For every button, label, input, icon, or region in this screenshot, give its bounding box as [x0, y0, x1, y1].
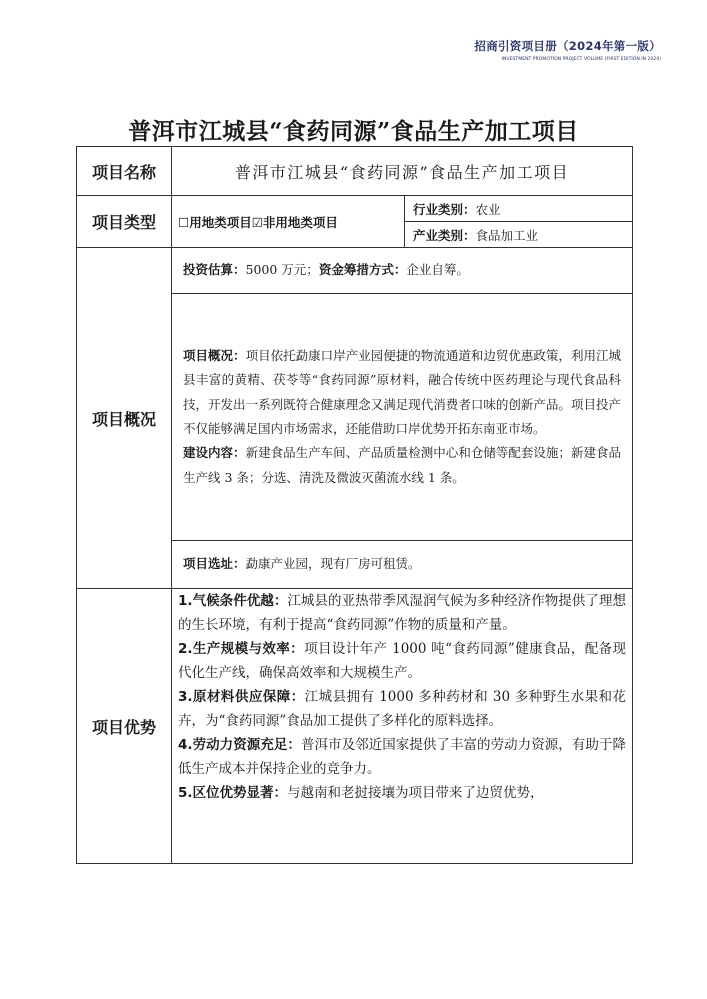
advantage-text: 普洱市及邻近国家提供了丰富的劳动力资源，有助于降低生产成本并保持企业的竞争力。 — [178, 737, 626, 777]
investment-cell — [172, 248, 633, 294]
build-paragraph — [183, 441, 621, 490]
header-subtitle: INVESTMENT PROMOTION PROJECT VOLUME (FIRST EDITION IN 2024) — [501, 57, 661, 62]
industry-category — [405, 196, 633, 222]
summary-cell — [172, 294, 633, 541]
site-label: 项目选址： — [183, 556, 246, 572]
row-investment — [77, 248, 633, 294]
row-project-name — [77, 147, 633, 196]
invest-label: 投资估算： — [183, 262, 246, 278]
advantage-item — [178, 685, 626, 733]
summary-text: 项目依托勐康口岸产业园便捷的物流通道和边贸优惠政策，利用江城县丰富的黄精、茯苓等“食药同源”原材料，融合传统中医药理论与现代食品科技，开发出一系列既符合健康理念又满足现代消费者口味的创新产品。项目投产不仅能够满足国内市场需求，还能借助口岸优势开拓东南亚市场。 — [183, 348, 621, 436]
site-text: 勐康产业园，现有厂房可租赁。 — [245, 556, 421, 572]
label-project-overview: 项目概况 — [77, 248, 172, 589]
advantage-text: 江城县的亚热带季风湿润气候为多种经济作物提供了理想的生长环境，有利于提高“食药同源”作物的质量和产量。 — [178, 593, 626, 633]
summary-paragraph — [183, 344, 621, 441]
advantage-title: 1.气候条件优越： — [178, 593, 288, 609]
advantage-text: 项目设计年产 1000 吨“食药同源”健康食品，配备现代化生产线，确保高效率和大规模生产。 — [178, 641, 626, 681]
build-text: 新建食品生产车间、产品质量检测中心和仓储等配套设施；新建食品生产线 3 条；分选、清洗及微波灭菌流水线 1 条。 — [183, 445, 621, 485]
summary-label: 项目概况： — [183, 348, 246, 364]
advantages-cell — [172, 589, 633, 864]
advantage-item — [178, 589, 626, 637]
site-cell — [172, 541, 633, 589]
advantage-item — [178, 781, 626, 805]
advantage-title: 3.原材料供应保障： — [178, 689, 305, 705]
advantage-item — [178, 637, 626, 685]
land-use-checkboxes: ☐用地类项目☑非用地类项目 — [172, 196, 405, 248]
advantage-text: 与越南和老挝接壤为项目带来了边贸优势， — [287, 785, 544, 801]
project-name-value: 普洱市江城县“食药同源”食品生产加工项目 — [172, 147, 633, 196]
build-label: 建设内容： — [183, 445, 246, 461]
advantage-item — [178, 733, 626, 781]
project-table — [76, 146, 633, 864]
label-project-type: 项目类型 — [77, 196, 172, 248]
advantage-title: 5.区位优势显著： — [178, 785, 288, 801]
page-header — [474, 38, 661, 62]
industry-label: 行业类别： — [413, 201, 476, 217]
row-project-type — [77, 196, 633, 222]
advantage-title: 4.劳动力资源充足： — [178, 737, 301, 753]
sector-category — [405, 222, 633, 248]
fund-value: 企业自筹。 — [406, 262, 469, 278]
row-advantages — [77, 589, 633, 864]
document-title: 普洱市江城县“食药同源”食品生产加工项目 — [128, 118, 579, 145]
advantage-title: 2.生产规模与效率： — [178, 641, 305, 657]
sector-value: 食品加工业 — [475, 227, 539, 243]
header-brand: 招商引资项目册（2024年第一版） — [474, 39, 661, 53]
advantage-text: 江城县拥有 1000 多种药材和 30 多种野生水果和花卉，为“食药同源”食品加工提供了多样化的原料选择。 — [178, 689, 626, 729]
sector-label: 产业类别： — [413, 227, 476, 243]
industry-value: 农业 — [475, 201, 501, 217]
label-project-advantages: 项目优势 — [77, 589, 172, 864]
label-project-name: 项目名称 — [77, 147, 172, 196]
fund-label: 资金筹措方式： — [318, 262, 407, 278]
invest-value: 5000 万元； — [245, 262, 319, 278]
